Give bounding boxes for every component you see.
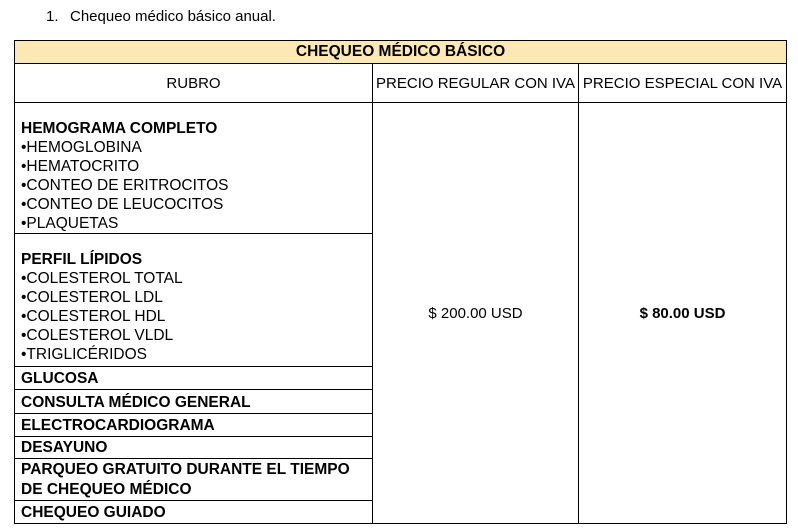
rubro-electrocardiograma: ELECTROCARDIOGRAMA [15, 414, 373, 437]
list-item: •PLAQUETAS [21, 215, 119, 232]
rubro-group-lipidos [15, 234, 373, 367]
list-item: •HEMOGLOBINA [21, 139, 142, 156]
list-item: •TRIGLICÉRIDOS [21, 346, 147, 363]
header-special-price: PRECIO ESPECIAL CON IVA [579, 64, 787, 103]
list-item: •COLESTEROL VLDL [21, 327, 174, 344]
regular-price: $ 200.00 USD [373, 103, 579, 524]
table-title: CHEQUEO MÉDICO BÁSICO [15, 41, 787, 64]
header-regular-price: PRECIO REGULAR CON IVA [373, 64, 579, 103]
rubro-glucosa: GLUCOSA [15, 367, 373, 390]
special-price: $ 80.00 USD [579, 103, 787, 524]
section-heading [46, 8, 276, 25]
table-row [15, 103, 787, 234]
list-item: •HEMATOCRITO [21, 158, 140, 175]
list-item: •COLESTEROL LDL [21, 289, 163, 306]
rubro-consulta: CONSULTA MÉDICO GENERAL [15, 390, 373, 414]
list-item: •CONTEO DE LEUCOCITOS [21, 196, 224, 213]
table-title-row [15, 41, 787, 64]
checkup-table [14, 40, 787, 524]
group-title: PERFIL LÍPIDOS [21, 251, 143, 268]
rubro-parqueo: PARQUEO GRATUITO DURANTE EL TIEMPO DE CHEQUEO MÉDICO [15, 459, 373, 501]
rubro-group-hemograma [15, 103, 373, 234]
heading-text: Chequeo médico básico anual. [70, 8, 276, 25]
list-item: •CONTEO DE ERITROCITOS [21, 177, 229, 194]
group-title: HEMOGRAMA COMPLETO [21, 120, 218, 137]
rubro-chequeo-guiado: CHEQUEO GUIADO [15, 501, 373, 524]
rubro-desayuno: DESAYUNO [15, 437, 373, 459]
list-item: •COLESTEROL HDL [21, 308, 166, 325]
header-rubro: RUBRO [15, 64, 373, 103]
list-item: •COLESTEROL TOTAL [21, 270, 183, 287]
list-number: 1. [46, 8, 59, 25]
table-header-row [15, 64, 787, 103]
